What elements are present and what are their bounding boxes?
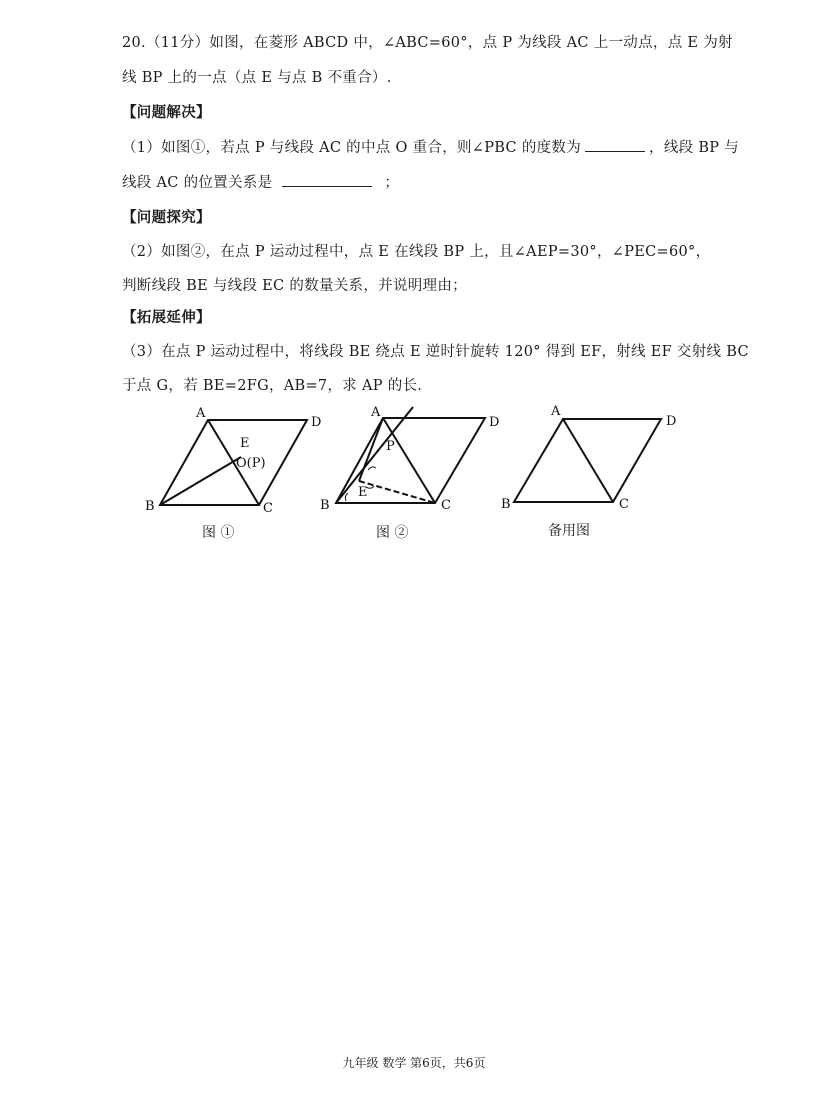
- question-1-line-1: [122, 136, 739, 157]
- fig2-caption: 图 ②: [376, 525, 409, 541]
- question-2-line-2: 判断线段 BE 与线段 EC 的数量关系，并说明理由；: [122, 278, 467, 294]
- fig2-label-e: E: [358, 485, 368, 500]
- question-3-line-2: 于点 G，若 BE=2FG，AB=7，求 AP 的长.: [122, 378, 423, 394]
- fig2-label-c: C: [441, 498, 451, 513]
- question-3-line-1: （3）在点 P 运动过程中，将线段 BE 绕点 E 逆时针旋转 120° 得到 EF，射线 EF 交射线 BC: [122, 344, 749, 360]
- figure-2-labels: [320, 405, 499, 513]
- answer-blank-2[interactable]: [282, 172, 372, 187]
- figure-1: [160, 420, 307, 505]
- fig2-label-p: P: [386, 439, 395, 454]
- fig1-caption: 图 ①: [202, 525, 235, 541]
- fig3-label-b: B: [501, 497, 511, 512]
- fig3-caption: 备用图: [548, 523, 590, 539]
- fig2-angle-mark-1: [368, 467, 376, 470]
- fig1-label-o: O(P): [236, 456, 266, 471]
- question-1-line-2: [122, 171, 399, 192]
- fig2-angle-mark-3: [345, 493, 348, 501]
- problem-line-2: 线 BP 上的一点（点 E 与点 B 不重合）.: [122, 70, 392, 86]
- figure-3-labels: [501, 404, 676, 512]
- section-heading-1: 【问题解决】: [122, 104, 211, 121]
- fig1-label-b: B: [145, 499, 155, 514]
- section-heading-2: 【问题探究】: [122, 209, 211, 226]
- question-2-line-1: （2）如图②，在点 P 运动过程中，点 E 在线段 BP 上，且∠AEP=30°，∠PEC=60°，: [122, 244, 711, 260]
- figures-area: [0, 395, 828, 555]
- problem-line-1: 20.（11分）如图，在菱形 ABCD 中，∠ABC=60°，点 P 为线段 AC 上一动点，点 E 为射: [122, 35, 733, 51]
- q1-text-c: 线段 AC 的位置关系是: [122, 175, 273, 191]
- fig2-diagonal-ac: [383, 418, 435, 503]
- answer-blank-1[interactable]: [585, 137, 645, 152]
- fig2-label-a: A: [371, 405, 381, 420]
- fig3-diagonal-ac: [563, 419, 613, 502]
- q1-text-d: ；: [384, 175, 400, 191]
- fig2-label-b: B: [320, 498, 330, 513]
- figure-3: [514, 419, 661, 502]
- fig1-segment-be: [160, 457, 241, 505]
- fig1-label-e: E: [240, 436, 250, 451]
- q1-text-a: （1）如图①，若点 P 与线段 AC 的中点 O 重合，则∠PBC 的度数为: [122, 140, 582, 156]
- fig2-label-d: D: [489, 415, 500, 430]
- fig3-label-c: C: [619, 497, 629, 512]
- fig1-label-c: C: [263, 501, 273, 516]
- geometry-figures: [0, 395, 828, 555]
- fig1-label-d: D: [311, 415, 322, 430]
- fig3-label-d: D: [666, 414, 677, 429]
- section-heading-3: 【拓展延伸】: [122, 309, 211, 326]
- fig2-ray-bp: [336, 407, 413, 503]
- fig1-label-a: A: [196, 406, 206, 421]
- fig3-label-a: A: [551, 404, 561, 419]
- q1-text-b: ，线段 BP 与: [649, 140, 740, 156]
- page-footer: 九年级 数学 第6页，共6页: [342, 1056, 486, 1070]
